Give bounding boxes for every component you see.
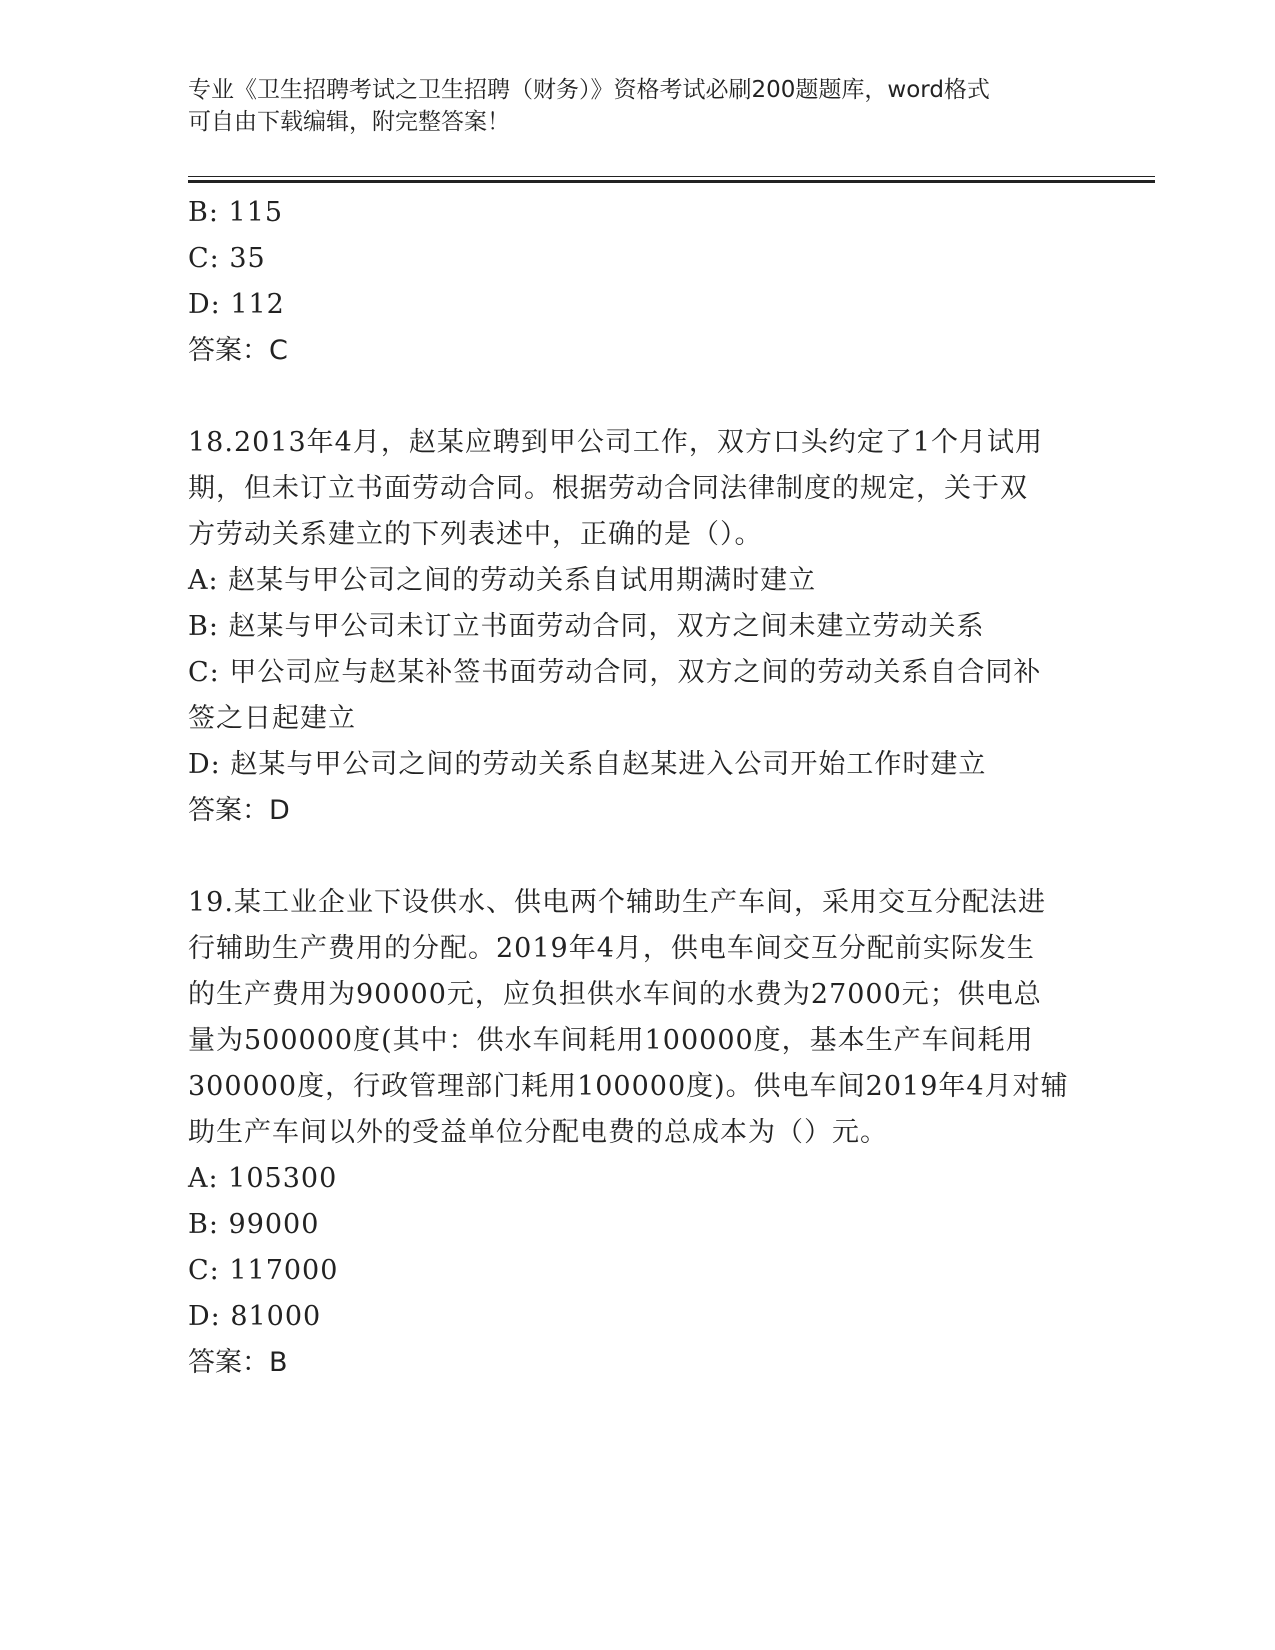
- header-divider-thick: [188, 180, 1155, 183]
- question-stem-line: 19.某工业企业下设供水、供电两个辅助生产车间，采用交互分配法进: [188, 887, 1046, 918]
- answer-line: 答案：B: [188, 1347, 288, 1378]
- option-line: B: 115: [188, 197, 284, 228]
- document-body: [188, 190, 1088, 1386]
- answer-line: 答案：D: [188, 795, 290, 826]
- option-line: B: 99000: [188, 1209, 320, 1240]
- question-stem-line: 的生产费用为90000元，应负担供水车间的水费为27000元；供电总: [188, 979, 1042, 1010]
- option-line: C: 35: [188, 243, 266, 274]
- option-line: C: 117000: [188, 1255, 339, 1286]
- option-line: D: 112: [188, 289, 285, 320]
- option-line: C: 甲公司应与赵某补签书面劳动合同，双方之间的劳动关系自合同补: [188, 657, 1042, 688]
- question-stem-line: 300000度，行政管理部门耗用100000度)。供电车间2019年4月对辅: [188, 1071, 1069, 1102]
- question-18-block: [188, 420, 1088, 834]
- option-line: A: 赵某与甲公司之间的劳动关系自试用期满时建立: [188, 565, 817, 596]
- option-line: D: 赵某与甲公司之间的劳动关系自赵某进入公司开始工作时建立: [188, 749, 987, 780]
- option-line: A: 105300: [188, 1163, 338, 1194]
- option-line: B: 赵某与甲公司未订立书面劳动合同，双方之间未建立劳动关系: [188, 611, 985, 642]
- answer-line: 答案：C: [188, 335, 288, 366]
- option-line: 签之日起建立: [188, 703, 356, 734]
- question-stem-line: 行辅助生产费用的分配。2019年4月，供电车间交互分配前实际发生: [188, 933, 1035, 964]
- question-stem-line: 助生产车间以外的受益单位分配电费的总成本为（）元。: [188, 1117, 888, 1148]
- header-title-line-2: 可自由下载编辑，附完整答案！: [188, 109, 510, 135]
- question-stem-line: 18.2013年4月，赵某应聘到甲公司工作，双方口头约定了1个月试用: [188, 427, 1044, 458]
- option-line: D: 81000: [188, 1301, 322, 1332]
- question-stem-line: 量为500000度(其中：供水车间耗用100000度，基本生产车间耗用: [188, 1025, 1034, 1056]
- prev-question-block: [188, 190, 1088, 374]
- question-19-block: [188, 880, 1088, 1386]
- spacer: [188, 374, 1088, 420]
- question-stem-line: 方劳动关系建立的下列表述中，正确的是（）。: [188, 519, 763, 550]
- spacer: [188, 834, 1088, 880]
- header-divider-thin: [188, 176, 1155, 177]
- question-stem-line: 期，但未订立书面劳动合同。根据劳动合同法律制度的规定，关于双: [188, 473, 1028, 504]
- header-title-line-1: 专业《卫生招聘考试之卫生招聘（财务）》资格考试必刷200题题库，word格式: [188, 77, 990, 103]
- page-header: [188, 74, 1088, 138]
